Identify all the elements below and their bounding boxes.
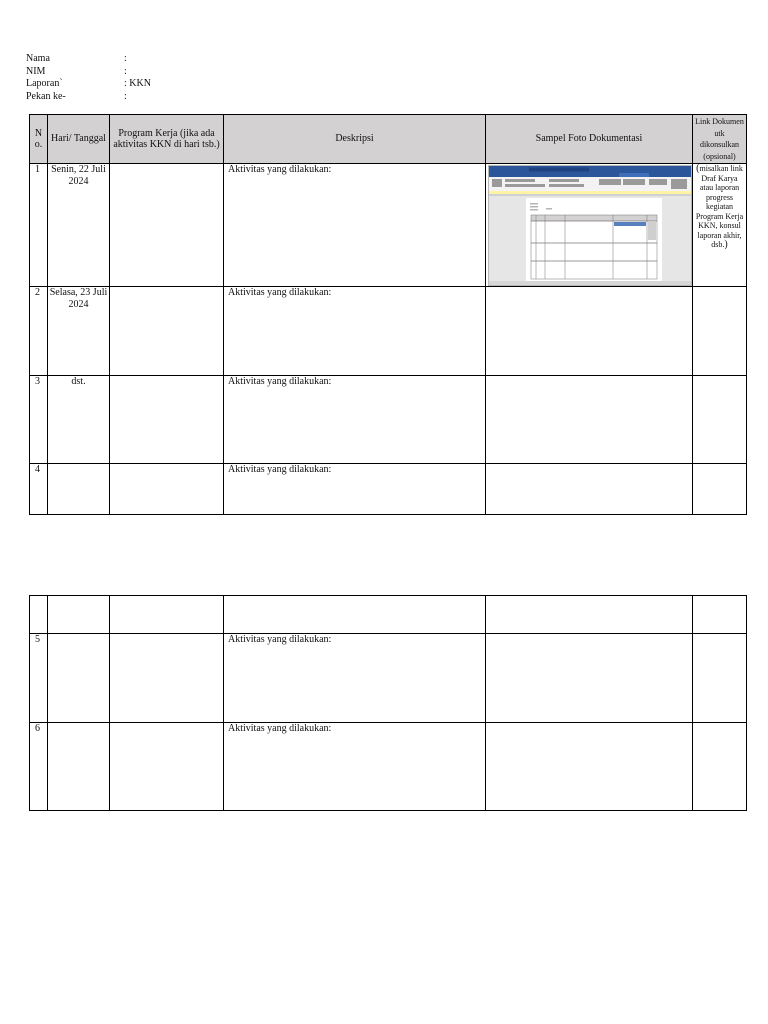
cell-description[interactable]: Aktivitas yang dilakukan: — [224, 287, 486, 376]
cell-no — [30, 596, 48, 634]
cell-date[interactable] — [48, 596, 110, 634]
table-row — [30, 164, 747, 287]
paren-close: ) — [724, 239, 728, 250]
cell-description[interactable]: Aktivitas yang dilakukan: — [224, 723, 486, 811]
cell-description[interactable] — [224, 596, 486, 634]
cell-description[interactable]: Aktivitas yang dilakukan: — [224, 164, 486, 287]
cell-date — [48, 634, 110, 723]
word-screenshot-graphic — [489, 166, 691, 285]
cell-program[interactable] — [110, 723, 224, 811]
cell-program[interactable] — [110, 287, 224, 376]
header-label: Nama — [26, 53, 50, 64]
activity-table-continued — [29, 595, 747, 811]
table-row — [30, 723, 747, 811]
cell-date — [48, 464, 110, 515]
cell-photo[interactable] — [486, 634, 693, 723]
cell-photo[interactable] — [486, 596, 693, 634]
cell-photo[interactable] — [486, 287, 693, 376]
col-header-link: Link Dokumen utk dikonsulkan (opsional) — [693, 115, 747, 164]
col-header-description: Deskripsi — [224, 115, 486, 164]
cell-link[interactable] — [693, 376, 747, 464]
cell-link[interactable] — [693, 164, 747, 287]
cell-no: 6 — [30, 723, 48, 811]
cell-date: Senin, 22 Juli 2024 — [48, 164, 110, 287]
cell-no: 4 — [30, 464, 48, 515]
col-header-no: N o. — [30, 115, 48, 164]
cell-no: 2 — [30, 287, 48, 376]
cell-no: 3 — [30, 376, 48, 464]
cell-link[interactable] — [693, 634, 747, 723]
header-label: Laporan` — [26, 78, 63, 89]
header-value: : KKN — [124, 78, 151, 89]
cell-no: 1 — [30, 164, 48, 287]
cell-program[interactable] — [110, 596, 224, 634]
header-value: : — [124, 90, 127, 102]
cell-program[interactable] — [110, 376, 224, 464]
header-row-nim — [26, 66, 151, 79]
table-row — [30, 464, 747, 515]
cell-description[interactable]: Aktivitas yang dilakukan: — [224, 634, 486, 723]
cell-photo[interactable] — [486, 464, 693, 515]
col-header-date: Hari/ Tanggal — [48, 115, 110, 164]
cell-link[interactable] — [693, 596, 747, 634]
header-row-laporan — [26, 78, 151, 91]
cell-date: Selasa, 23 Juli 2024 — [48, 287, 110, 376]
link-note-text: misalkan link Draf Karya atau laporan progress kegiatan Program Kerja KKN, konsul laporan akhir, dsb. — [695, 164, 744, 249]
documentation-photo-image — [488, 165, 692, 286]
cell-link[interactable] — [693, 723, 747, 811]
cell-link[interactable] — [693, 287, 747, 376]
header-row-pekan — [26, 91, 151, 104]
header-value: : — [124, 53, 127, 64]
cell-date: dst. — [48, 376, 110, 464]
cell-link[interactable] — [693, 464, 747, 515]
cell-description[interactable]: Aktivitas yang dilakukan: — [224, 464, 486, 515]
cell-program[interactable] — [110, 164, 224, 287]
col-header-photo: Sampel Foto Dokumentasi — [486, 115, 693, 164]
header-info — [26, 53, 151, 103]
table-header-row — [30, 115, 747, 164]
cell-photo — [486, 164, 693, 287]
activity-table — [29, 114, 747, 515]
paren-open: ( — [696, 163, 700, 174]
table-row — [30, 634, 747, 723]
col-header-program: Program Kerja (jika ada aktivitas KKN di hari tsb.) — [110, 115, 224, 164]
header-value: : — [124, 65, 127, 77]
header-label: Pekan ke- — [26, 90, 66, 102]
cell-program[interactable] — [110, 634, 224, 723]
table-row — [30, 287, 747, 376]
cell-description[interactable]: Aktivitas yang dilakukan: — [224, 376, 486, 464]
cell-date — [48, 723, 110, 811]
header-label: NIM — [26, 65, 46, 77]
header-row-nama — [26, 53, 151, 66]
table-row-empty — [30, 596, 747, 634]
cell-no: 5 — [30, 634, 48, 723]
cell-photo[interactable] — [486, 376, 693, 464]
cell-program[interactable] — [110, 464, 224, 515]
cell-photo[interactable] — [486, 723, 693, 811]
table-row — [30, 376, 747, 464]
